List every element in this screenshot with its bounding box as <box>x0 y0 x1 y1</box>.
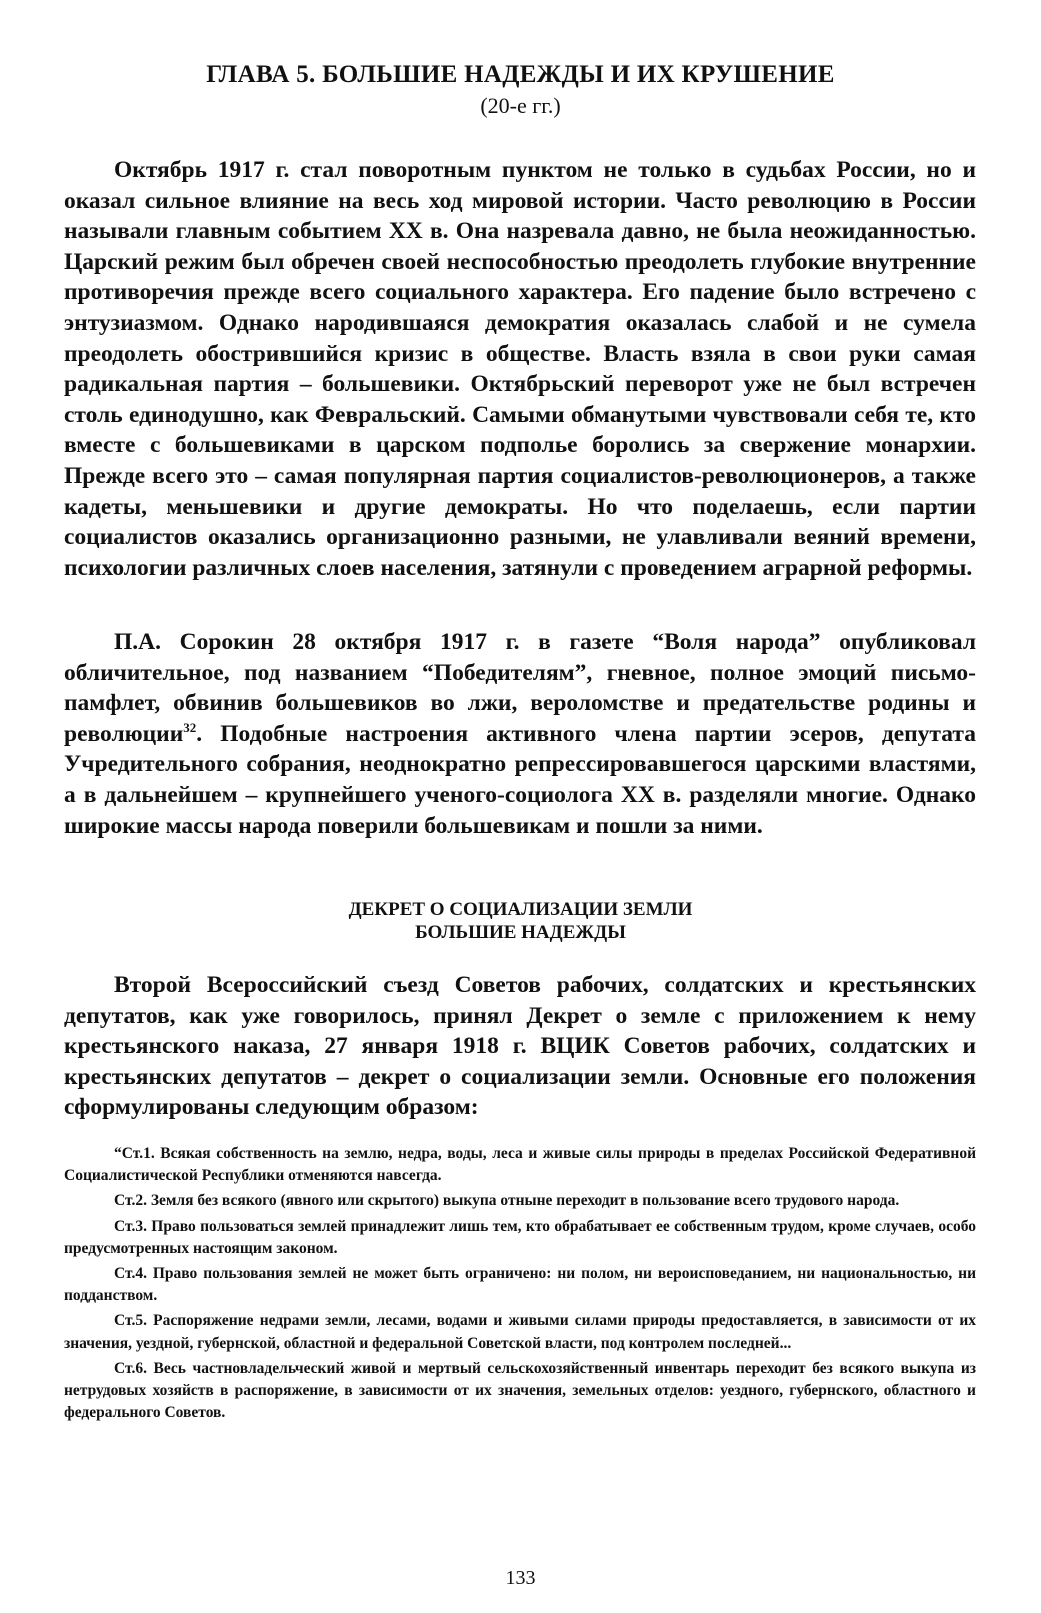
decree-article-3: Ст.3. Право пользоваться землей принадлежит лишь тем, кто обрабатывает ее собственным трудом, кроме случаев, особо предусмотренных настоящим законом. <box>64 1217 976 1257</box>
paragraph-sorokin-text: П.А. Сорокин 28 октября 1917 г. в газете “Воля народа” опубликовал обличительное, под названием “Победителям”, гневное, полное эмоций письмо-памфлет, обвинив большевиков во лжи, вероломстве и предательстве родины и революции <box>64 629 976 747</box>
decree-quote <box>64 1143 976 1427</box>
decree-article-1: “Ст.1. Всякая собственность на землю, недра, воды, леса и живые силы природы в пределах Российской Федеративной Социалистической Республики отменяются навсегда. <box>64 1145 976 1185</box>
page-number: 133 <box>505 1567 536 1589</box>
decree-article-4: Ст.4. Право пользования землей не может быть ограничено: ни полом, ни вероисповеданием, ни национальностью, ни подданством. <box>64 1265 976 1305</box>
paragraph-sorokin-text-cont: . Подобные настроения активного члена партии эсеров, депутата Учредительного собрания, неоднократно репрессировавшегося царскими властями, а в дальнейшем – крупнейшего ученого-социолога XX в. разделяли многие. Однако широкие массы народа поверили большевикам и пошли за ними. <box>64 720 976 839</box>
section-heading <box>60 898 981 944</box>
chapter-subtitle: (20-е гг.) <box>480 93 561 118</box>
paragraph-october-1917: Октябрь 1917 г. стал поворотным пунктом не только в судьбах России, но и оказал сильное влияние на весь ход мировой истории. Часто революцию в России называли главным событием XX в. Она назревала давно, не была неожиданностью. Царский режим был обречен своей неспособностью преодолеть глубокие внутренние противоречия прежде всего социального характера. Его падение было встречено с энтузиазмом. Однако народившаяся демократия оказалась слабой и не сумела преодолеть обострившийся кризис в обществе. Власть взяла в свои руки самая радикальная партия – большевики. Октябрьский переворот уже не был встречен столь единодушно, как Февральский. Самыми обманутыми чувствовали себя те, кто вместе с большевиками в царском подполье боролись за свержение монархии. Прежде всего это – самая популярная партия социалистов-революционеров, а также кадеты, меньшевики и другие демократы. Но что поделаешь, если партии социалистов оказались организационно разными, не улавливали веяний времени, психологии различных слоев населения, затянули с проведением аграрной реформы. <box>64 157 976 581</box>
decree-article-5: Ст.5. Распоряжение недрами земли, лесами, водами и живыми силами природы предоставляется, в зависимости от их значения, уездной, губернской, областной и федеральной Советской власти, под контролем последней... <box>64 1312 976 1352</box>
paragraph-decree-intro: Второй Всероссийский съезд Советов рабочих, солдатских и крестьянских депутатов, как уже говорилось, принял Декрет о земле с приложением к нему крестьянского наказа, 27 января 1918 г. ВЦИК Советов рабочих, солдатских и крестьянских депутатов – декрет о социализации земли. Основные его положения сформулированы следующим образом: <box>64 972 976 1121</box>
footnote-reference: 32 <box>183 719 197 735</box>
section-heading-line1: ДЕКРЕТ О СОЦИАЛИЗАЦИИ ЗЕМЛИ <box>348 899 693 920</box>
decree-article-2: Ст.2. Земля без всякого (явного или скрытого) выкупа отныне переходит в пользование всего трудового народа. <box>114 1192 900 1210</box>
section-heading-line2: БОЛЬШИЕ НАДЕЖДЫ <box>415 922 626 943</box>
chapter-title: ГЛАВА 5. БОЛЬШИЕ НАДЕЖДЫ И ИХ КРУШЕНИЕ <box>206 61 835 88</box>
paragraph-sorokin <box>64 627 976 841</box>
decree-article-6: Ст.6. Весь частновладельческий живой и мертвый сельскохозяйственный инвентарь переходит без всякого выкупа из нетрудовых хозяйств в распоряжение, в зависимости от их значения, земельных отделов: уездного, губернского, областного и федерального Советов. <box>64 1359 976 1422</box>
